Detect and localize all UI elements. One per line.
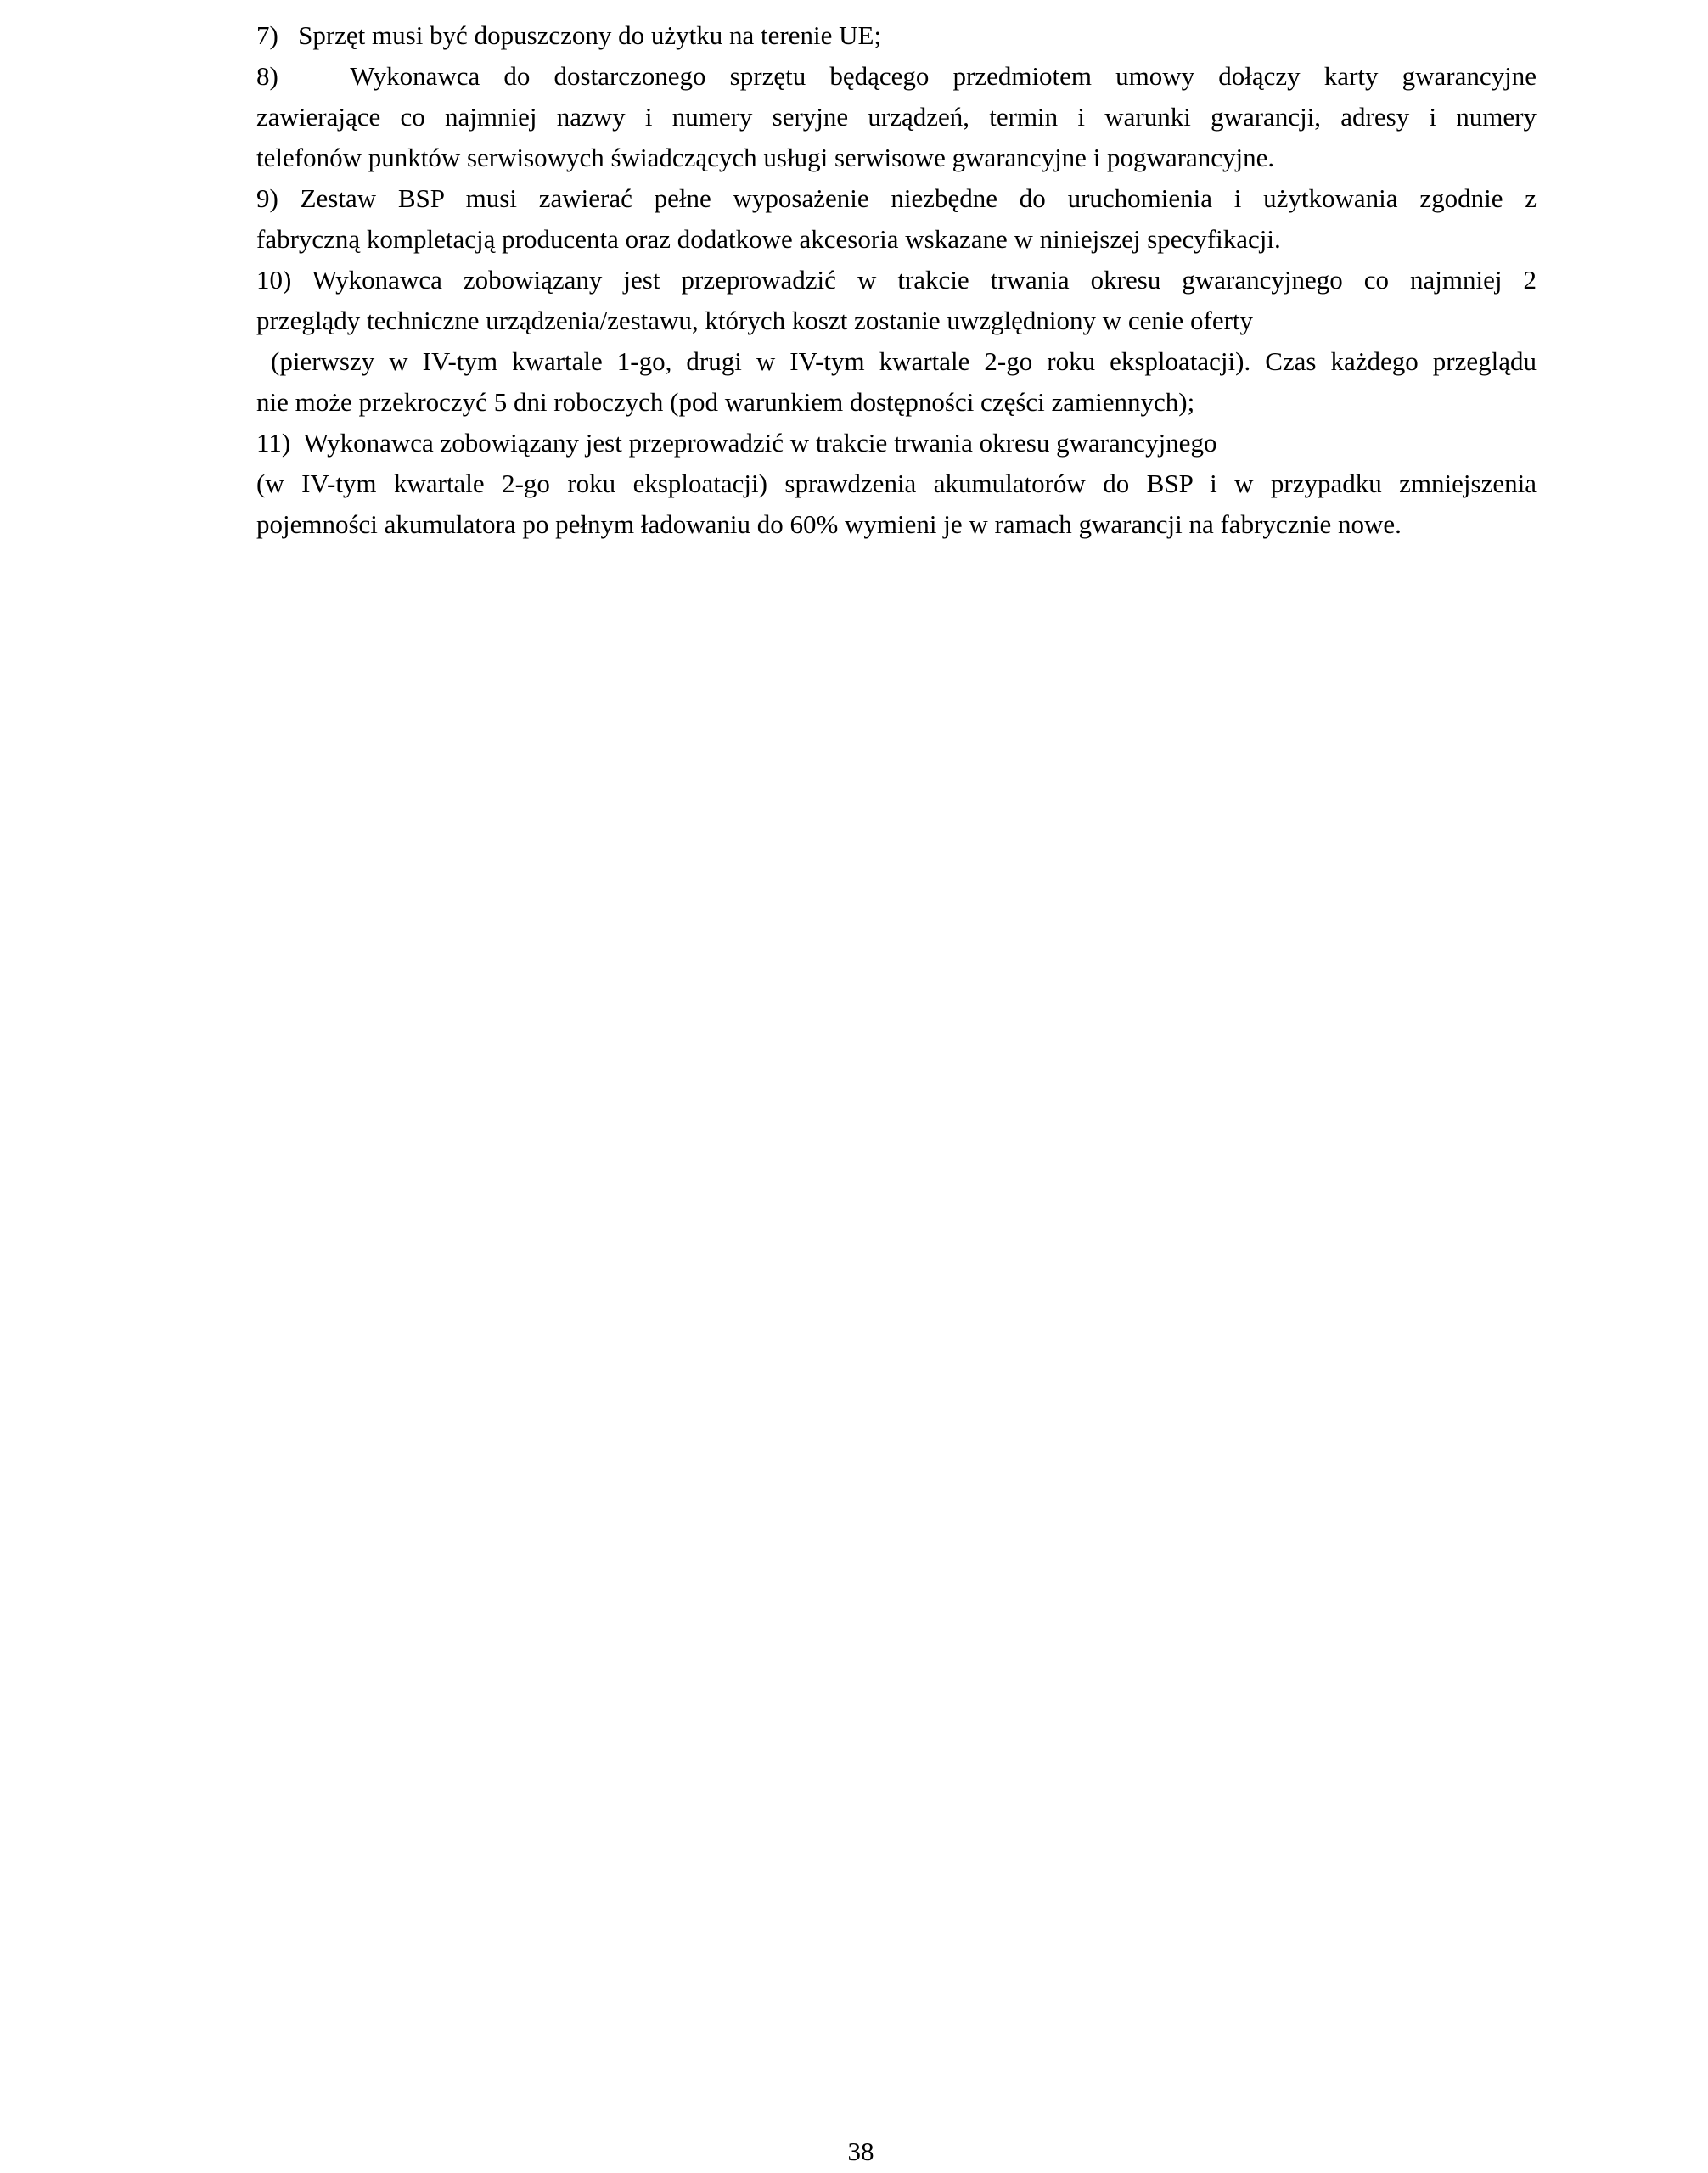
item-11-line-2: (w IV-tym kwartale 2-go roku eksploatacji) sprawdzenia akumulatorów do BSP i w przypadku zmniejszenia (256, 469, 1537, 498)
item-8-line-1: 8) Wykonawca do dostarczonego sprzętu będącego przedmiotem umowy dołączy karty gwarancyjne (256, 61, 1537, 91)
item-8-line-3: telefonów punktów serwisowych świadczących usługi serwisowe gwarancyjne i pogwarancyjne. (256, 143, 1275, 172)
item-10-line-3: (pierwszy w IV-tym kwartale 1-go, drugi w IV-tym kwartale 2-go roku eksploatacji). Czas każdego przeglądu (256, 346, 1537, 376)
document-body (256, 15, 1537, 545)
item-8-line-2: zawierające co najmniej nazwy i numery seryjne urządzeń, termin i warunki gwarancji, adresy i numery (256, 102, 1537, 132)
item-11-line-1: 11) Wykonawca zobowiązany jest przeprowadzić w trakcie trwania okresu gwarancyjnego (256, 428, 1217, 458)
item-10-line-1: 10) Wykonawca zobowiązany jest przeprowadzić w trakcie trwania okresu gwarancyjnego co najmniej 2 (256, 265, 1537, 295)
item-10-line-2: przeglądy techniczne urządzenia/zestawu, których koszt zostanie uwzględniony w cenie oferty (256, 306, 1254, 335)
page-number: 38 (847, 2137, 874, 2166)
item-9-line-2: fabryczną kompletacją producenta oraz dodatkowe akcesoria wskazane w niniejszej specyfikacji. (256, 224, 1281, 254)
item-9-line-1: 9) Zestaw BSP musi zawierać pełne wyposażenie niezbędne do uruchomienia i użytkowania zgodnie z (256, 183, 1537, 213)
item-7-line-1: 7) Sprzęt musi być dopuszczony do użytku na terenie UE; (256, 20, 882, 50)
item-10-line-4: nie może przekroczyć 5 dni roboczych (pod warunkiem dostępności części zamiennych); (256, 387, 1195, 417)
item-11-line-3: pojemności akumulatora po pełnym ładowaniu do 60% wymieni je w ramach gwarancji na fabrycznie nowe. (256, 509, 1402, 539)
